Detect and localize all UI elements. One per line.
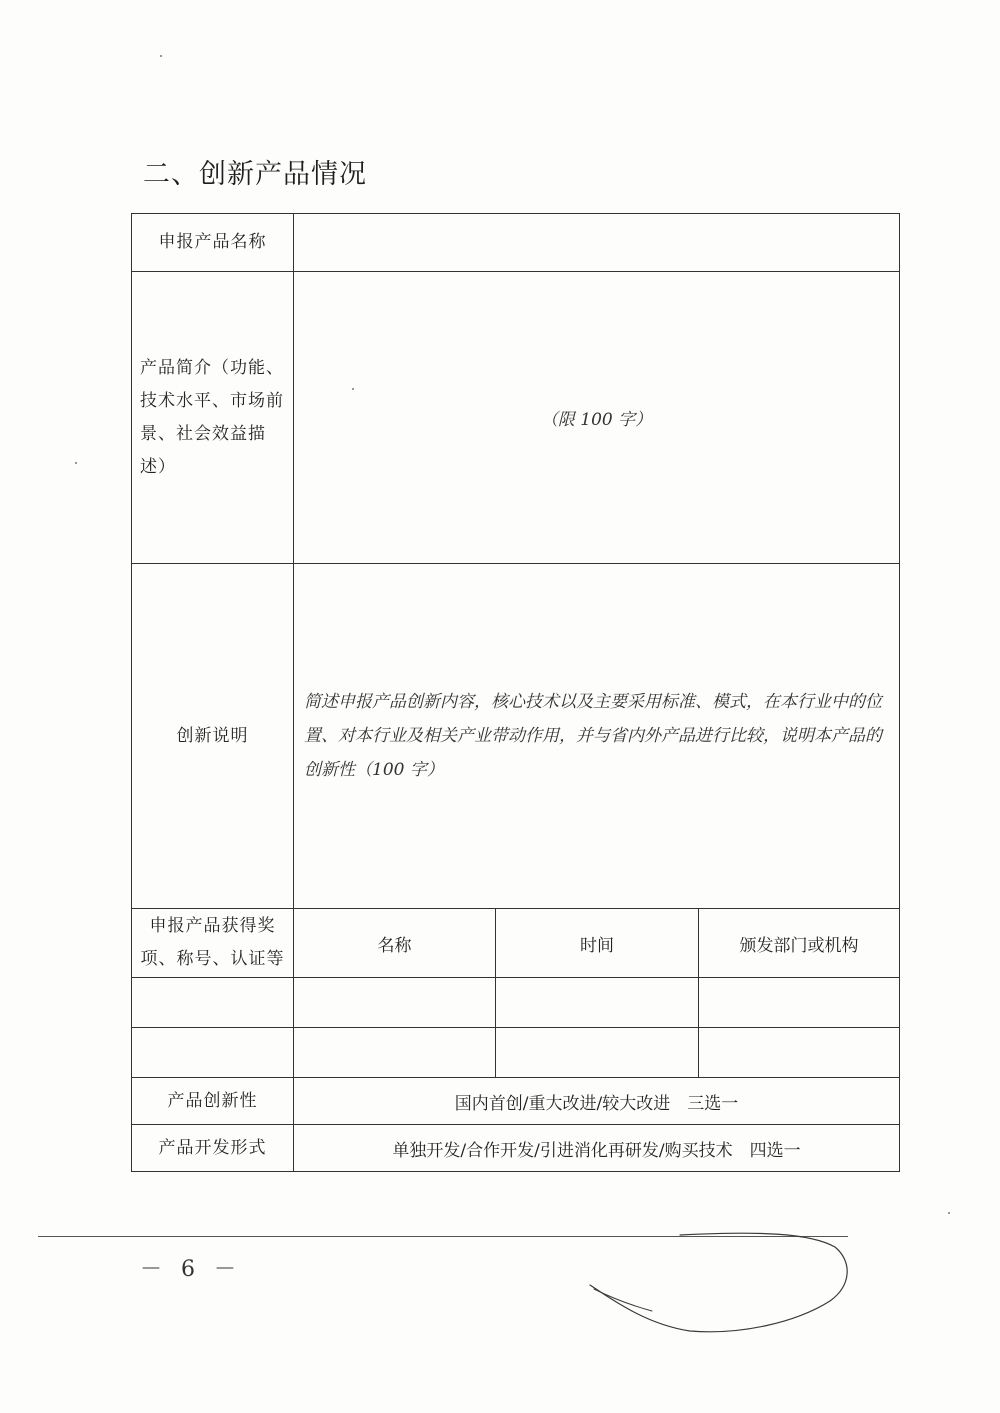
scan-speck	[75, 462, 77, 464]
award-name-cell[interactable]	[294, 978, 496, 1028]
awards-col-name: 名称	[294, 909, 496, 978]
award-issuer-cell[interactable]	[699, 1028, 900, 1078]
page-number: － 6 －	[140, 1257, 242, 1282]
section-title: 二、创新产品情况	[143, 159, 367, 190]
award-issuer-cell[interactable]	[699, 978, 900, 1028]
dev-form-label: 产品开发形式	[132, 1125, 294, 1172]
novelty-label: 产品创新性	[132, 1078, 294, 1125]
scan-speck	[948, 1212, 950, 1214]
product-intro-label: 产品简介（功能、技术水平、市场前景、社会效益描述）	[132, 272, 294, 564]
handwritten-scribble	[580, 1205, 860, 1345]
award-time-cell[interactable]	[496, 978, 699, 1028]
awards-row	[132, 978, 900, 1028]
awards-col-time: 时间	[496, 909, 699, 978]
award-time-cell[interactable]	[496, 1028, 699, 1078]
innovation-label: 创新说明	[132, 564, 294, 909]
product-name-field[interactable]	[294, 214, 900, 272]
innovation-row	[132, 564, 900, 909]
product-intro-field[interactable]: （限 100 字）	[294, 272, 900, 564]
awards-col-issuer: 颁发部门或机构	[699, 909, 900, 978]
novelty-row	[132, 1078, 900, 1125]
product-name-row	[132, 214, 900, 272]
novelty-options[interactable]: 国内首创/重大改进/较大改进 三选一	[294, 1078, 900, 1125]
scan-speck	[352, 388, 354, 390]
dev-form-options[interactable]: 单独开发/合作开发/引进消化再研发/购买技术 四选一	[294, 1125, 900, 1172]
dev-form-row	[132, 1125, 900, 1172]
award-name-cell[interactable]	[294, 1028, 496, 1078]
awards-row-spacer	[132, 1028, 294, 1078]
product-intro-row	[132, 272, 900, 564]
product-name-label: 申报产品名称	[132, 214, 294, 272]
scan-speck	[160, 55, 162, 57]
awards-header-row	[132, 909, 900, 978]
innovation-field[interactable]: 简述申报产品创新内容，核心技术以及主要采用标准、模式，在本行业中的位置、对本行业及相关产业带动作用，并与省内外产品进行比较，说明本产品的创新性（100 字）	[294, 564, 900, 909]
awards-row	[132, 1028, 900, 1078]
awards-label: 申报产品获得奖项、称号、认证等	[132, 909, 294, 978]
innovation-product-form	[131, 213, 900, 1172]
awards-row-spacer	[132, 978, 294, 1028]
